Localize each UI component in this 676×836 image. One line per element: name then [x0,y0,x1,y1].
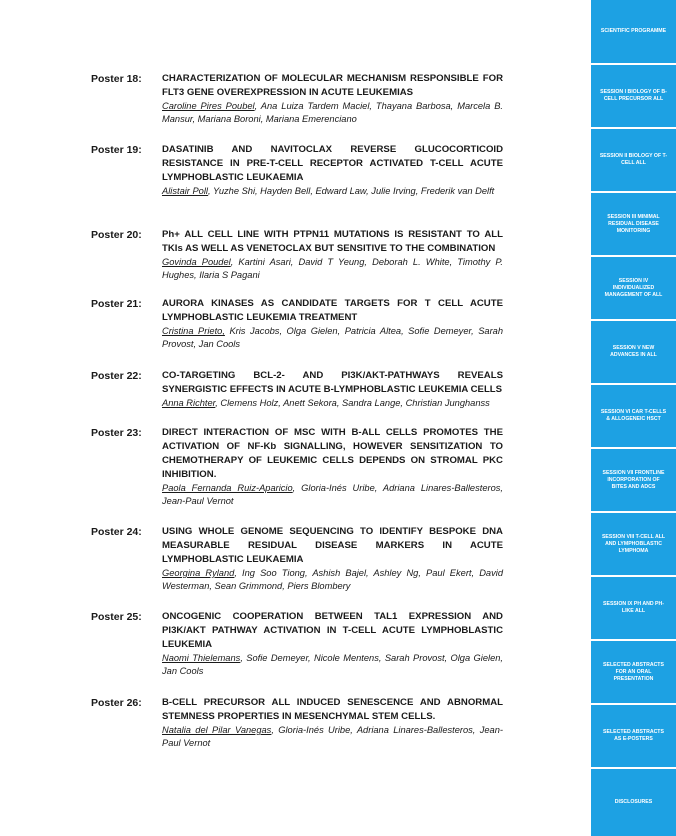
poster-title: B-CELL PRECURSOR ALL INDUCED SENESCENCE AND ABNORMAL STEMNESS PROPERTIES IN MESENCHYMAL STEM CELLS. [162,697,503,722]
poster-title: CHARACTERIZATION OF MOLECULAR MECHANISM RESPONSIBLE FOR FLT3 GENE OVEREXPRESSION IN ACUTE LEUKEMIAS [162,73,503,98]
co-authors: , Ing Soo Tiong, Ashish Bajel, Ashley Ng, Paul Ekert, David Westerman, Sean Grimmond, Piers Blombery [162,568,503,591]
poster-authors [162,325,503,351]
nav-session-vii[interactable]: SESSION VII FRONTLINE INCORPORATION OF BITES AND ADCS [591,449,676,511]
poster-authors [162,185,503,198]
poster-number: Poster 24: [91,526,142,538]
nav-scientific-programme[interactable]: SCIENTIFIC PROGRAMME [591,0,676,63]
nav-session-ix[interactable]: SESSION IX PH AND PH-LIKE ALL [591,577,676,639]
nav-session-ii[interactable]: SESSION II BIOLOGY OF T-CELL ALL [591,129,676,191]
co-authors: , Gloria-Inés Uribe, Adriana Linares-Ballesteros, Jean-Paul Vernot [162,725,503,748]
poster-number: Poster 26: [91,697,142,709]
poster-title: USING WHOLE GENOME SEQUENCING TO IDENTIFY BESPOKE DNA MEASURABLE RESIDUAL DISEASE MARKERS IN ACUTE LYMPHOBLASTIC LEUKAEMIA [162,526,503,565]
poster-authors [162,482,503,508]
nav-session-v[interactable]: SESSION V NEW ADVANCES IN ALL [591,321,676,383]
poster-number: Poster 25: [91,611,142,623]
co-authors: , Clemens Holz, Anett Sekora, Sandra Lange, Christian Junghanss [215,398,490,408]
co-authors: , Kartini Asari, David T Yeung, Deborah L. White, Timothy P. Hughes, Ilaria S Pagani [162,257,503,280]
presenting-author: Natalia del Pilar Vanegas [162,725,272,735]
presenting-author: Alistair Poll [162,186,208,196]
presenting-author: Cristina Prieto, [162,326,225,336]
nav-session-viii[interactable]: SESSION VIII T-CELL ALL AND LYMPHOBLASTIC LYMPHOMA [591,513,676,575]
poster-title: ONCOGENIC COOPERATION BETWEEN TAL1 EXPRESSION AND PI3K/AKT PATHWAY ACTIVATION IN T-CELL ACUTE LYMPHOBLASTIC LEUKEMIA [162,611,503,650]
poster-authors [162,652,503,678]
co-authors: , Sofie Demeyer, Nicole Mentens, Sarah Provost, Olga Gielen, Jan Cools [162,653,503,676]
presenting-author: Govinda Poudel [162,257,231,267]
poster-authors [162,100,503,126]
co-authors: Kris Jacobs, Olga Gielen, Patricia Altea, Sofie Demeyer, Sarah Provost, Jan Cools [162,326,504,349]
nav-session-iv[interactable]: SESSION IV INDIVIDUALIZED MANAGEMENT OF ALL [591,257,676,319]
poster-number: Poster 21: [91,298,142,310]
poster-authors [162,567,503,593]
co-authors: , Yuzhe Shi, Hayden Bell, Edward Law, Julie Irving, Frederik van Delft [207,186,495,196]
poster-number: Poster 23: [91,427,142,439]
presenting-author: Georgina Ryland [162,568,235,578]
presenting-author: Anna Richter [162,398,216,408]
poster-authors [162,724,503,750]
nav-selected-eposter-abstracts[interactable]: SELECTED ABSTRACTS AS E-POSTERS [591,705,676,767]
presenting-author: Caroline Pires Poubel [162,101,255,111]
co-authors: , Ana Luiza Tardem Maciel, Thayana Barbosa, Marcela B. Mansur, Mariana Boroni, Mariana Emerenciano [162,101,503,124]
nav-session-iii[interactable]: SESSION III MINIMAL RESIDUAL DISEASE MONITORING [591,193,676,255]
nav-disclosures[interactable]: DISCLOSURES [591,769,676,836]
nav-selected-oral-abstracts[interactable]: SELECTED ABSTRACTS FOR AN ORAL PRESENTATION [591,641,676,703]
poster-title: DASATINIB AND NAVITOCLAX REVERSE GLUCOCORTICOID RESISTANCE IN PRE-T-CELL RECEPTOR ACTIVATED T-CELL ACUTE LYMPHOBLASTIC LEUKAEMIA [162,144,503,183]
poster-number: Poster 18: [91,73,142,85]
nav-session-vi[interactable]: SESSION VI CAR T-CELLS & ALLOGENEIC HSCT [591,385,676,447]
poster-number: Poster 19: [91,144,142,156]
poster-title: Ph+ ALL CELL LINE WITH PTPN11 MUTATIONS IS RESISTANT TO ALL TKIs AS WELL AS VENETOCLAX BUT SENSITIVE TO THE COMBINATION [162,229,503,254]
co-authors: , Gloria-Inés Uribe, Adriana Linares-Ballesteros, Jean-Paul Vernot [162,483,503,506]
poster-number: Poster 20: [91,229,142,241]
poster-title: AURORA KINASES AS CANDIDATE TARGETS FOR T CELL ACUTE LYMPHOBLASTIC LEUKEMIA TREATMENT [162,298,503,323]
session-nav-sidebar [591,0,676,836]
poster-authors [162,397,503,410]
poster-title: CO-TARGETING BCL-2- AND PI3K/AKT-PATHWAYS REVEALS SYNERGISTIC EFFECTS IN ACUTE B-LYMPHOBLASTIC LEUKEMIA CELLS [162,370,503,395]
presenting-author: Paola Fernanda Ruiz-Aparicio [162,483,293,493]
poster-number: Poster 22: [91,370,142,382]
poster-title: DIRECT INTERACTION OF MSC WITH B-ALL CELLS PROMOTES THE ACTIVATION OF NF-Kb SIGNALLING, HOWEVER SENSITIZATION TO CHEMOTHERAPY OF LEUKEMIC CELLS DEPENDS ON STROMAL PKC INHIBITION. [162,427,503,480]
nav-session-i[interactable]: SESSION I BIOLOGY OF B-CELL PRECURSOR ALL [591,65,676,127]
presenting-author: Naomi Thielemans [162,653,241,663]
poster-authors [162,256,503,282]
